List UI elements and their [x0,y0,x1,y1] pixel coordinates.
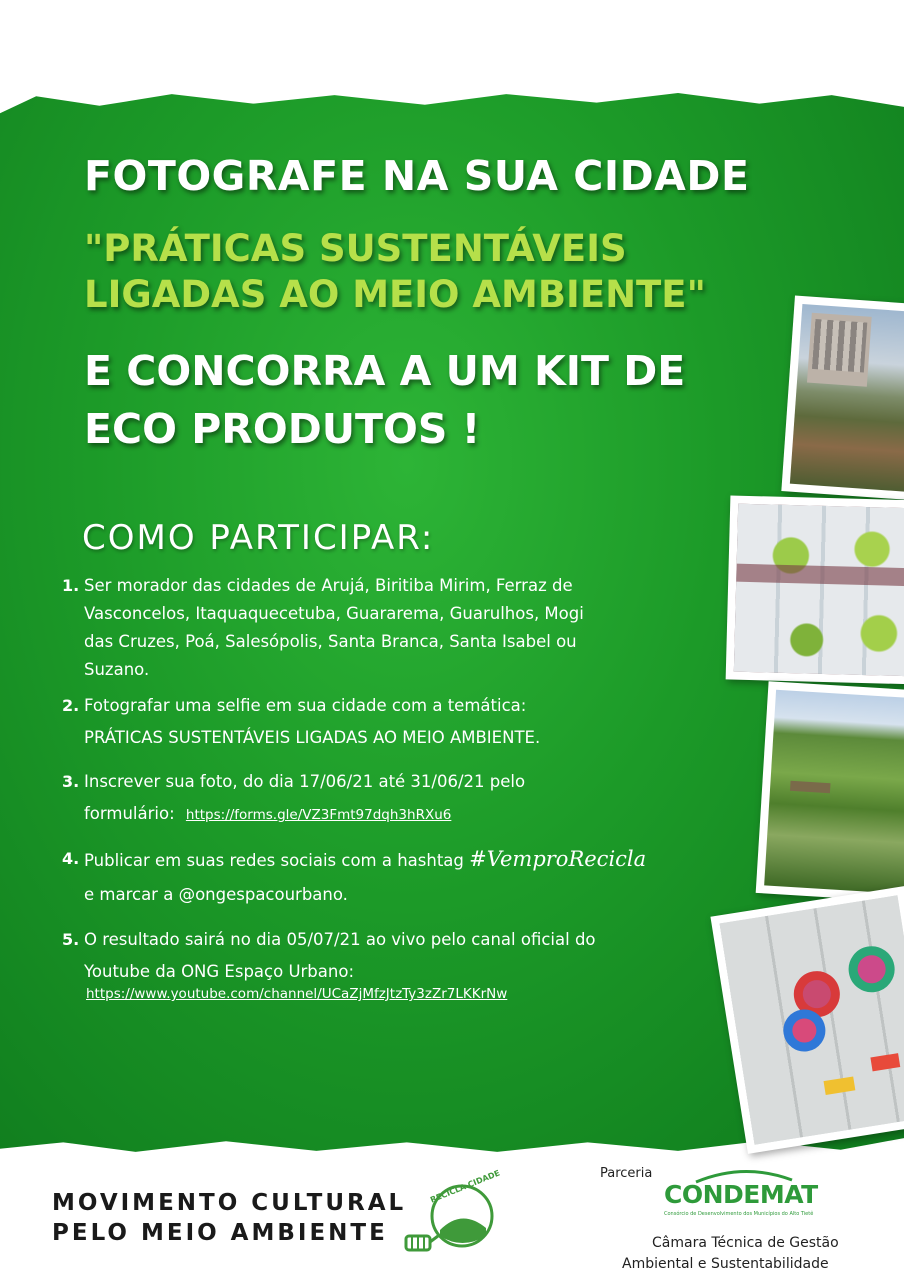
chamber-line-2: Ambiental e Sustentabilidade [622,1256,829,1272]
step-number: 1. [62,576,80,595]
headline-prize-line-a: E CONCORRA A UM KIT DE [84,347,686,395]
hashtag: #VemproRecicla [469,847,647,871]
step-text-line: PRÁTICAS SUSTENTÁVEIS LIGADAS AO MEIO AMBIENTE. [84,728,541,747]
partner-name: CONDEMAT [664,1180,818,1209]
step-1 [62,572,742,684]
headline-theme-line-b: LIGADAS AO MEIO AMBIENTE" [84,273,706,316]
logo-text: RECICLA CIDADE [429,1168,502,1205]
step-text-line: Suzano. [84,660,150,679]
step-number: 3. [62,772,80,791]
step-text-line: Fotografar uma selfie em sua cidade com a temática: [84,696,527,715]
step-text-line: Youtube da ONG Espaço Urbano: [84,962,355,981]
headline-line-1: FOTOGRAFE NA SUA CIDADE [84,152,750,200]
partner-label: Parceria [600,1166,653,1181]
step-text-line: Vasconcelos, Itaquaquecetuba, Guararema, Guarulhos, Mogi [84,604,584,623]
step-number: 4. [62,849,80,868]
step-text-line: Publicar em suas redes sociais com a hashtag [84,851,464,870]
step-number: 2. [62,696,80,715]
form-link[interactable]: https://forms.gle/VZ3Fmt97dqh3hRXu6 [185,807,452,823]
step-5 [62,924,742,988]
recicla-cidade-logo [400,1168,504,1256]
photo-urban-garden [781,295,904,500]
step-text-line: formulário: [84,804,175,823]
step-3 [62,766,742,831]
step-text-line: Inscrever sua foto, do dia 17/06/21 até 31/06/21 pelo [84,772,526,791]
step-4 [62,842,742,912]
step-text-line: das Cruzes, Poá, Salesópolis, Santa Branca, Santa Isabel ou [84,632,577,651]
movement-title-line-1: MOVIMENTO CULTURAL [52,1190,407,1216]
photo-bottle-planters [726,495,904,684]
headline-prize [84,342,685,458]
step-text-line: e marcar a @ongespacourbano. [84,885,348,904]
step-text-line: O resultado sairá no dia 05/07/21 ao vivo pelo canal oficial do [84,930,596,949]
headline-theme [84,226,706,318]
step-number: 5. [62,930,80,949]
chamber-line-1: Câmara Técnica de Gestão [652,1235,839,1251]
how-to-title: COMO PARTICIPAR: [82,518,435,558]
partner-tagline: Consórcio de Desenvolvimento dos Municípios do Alto Tietê [664,1211,814,1217]
youtube-channel-link[interactable]: https://www.youtube.com/channel/UCaZjMfzJtzTy3zZr7LKKrNw [86,986,508,1002]
photo-vegetable-garden [756,681,904,902]
step-text-line: Ser morador das cidades de Arujá, Biritiba Mirim, Ferraz de [84,576,573,595]
step-2 [62,690,742,754]
headline-theme-line-a: "PRÁTICAS SUSTENTÁVEIS [84,227,627,270]
movement-title-line-2: PELO MEIO AMBIENTE [52,1220,388,1246]
headline-prize-line-b: ECO PRODUTOS ! [84,405,481,453]
